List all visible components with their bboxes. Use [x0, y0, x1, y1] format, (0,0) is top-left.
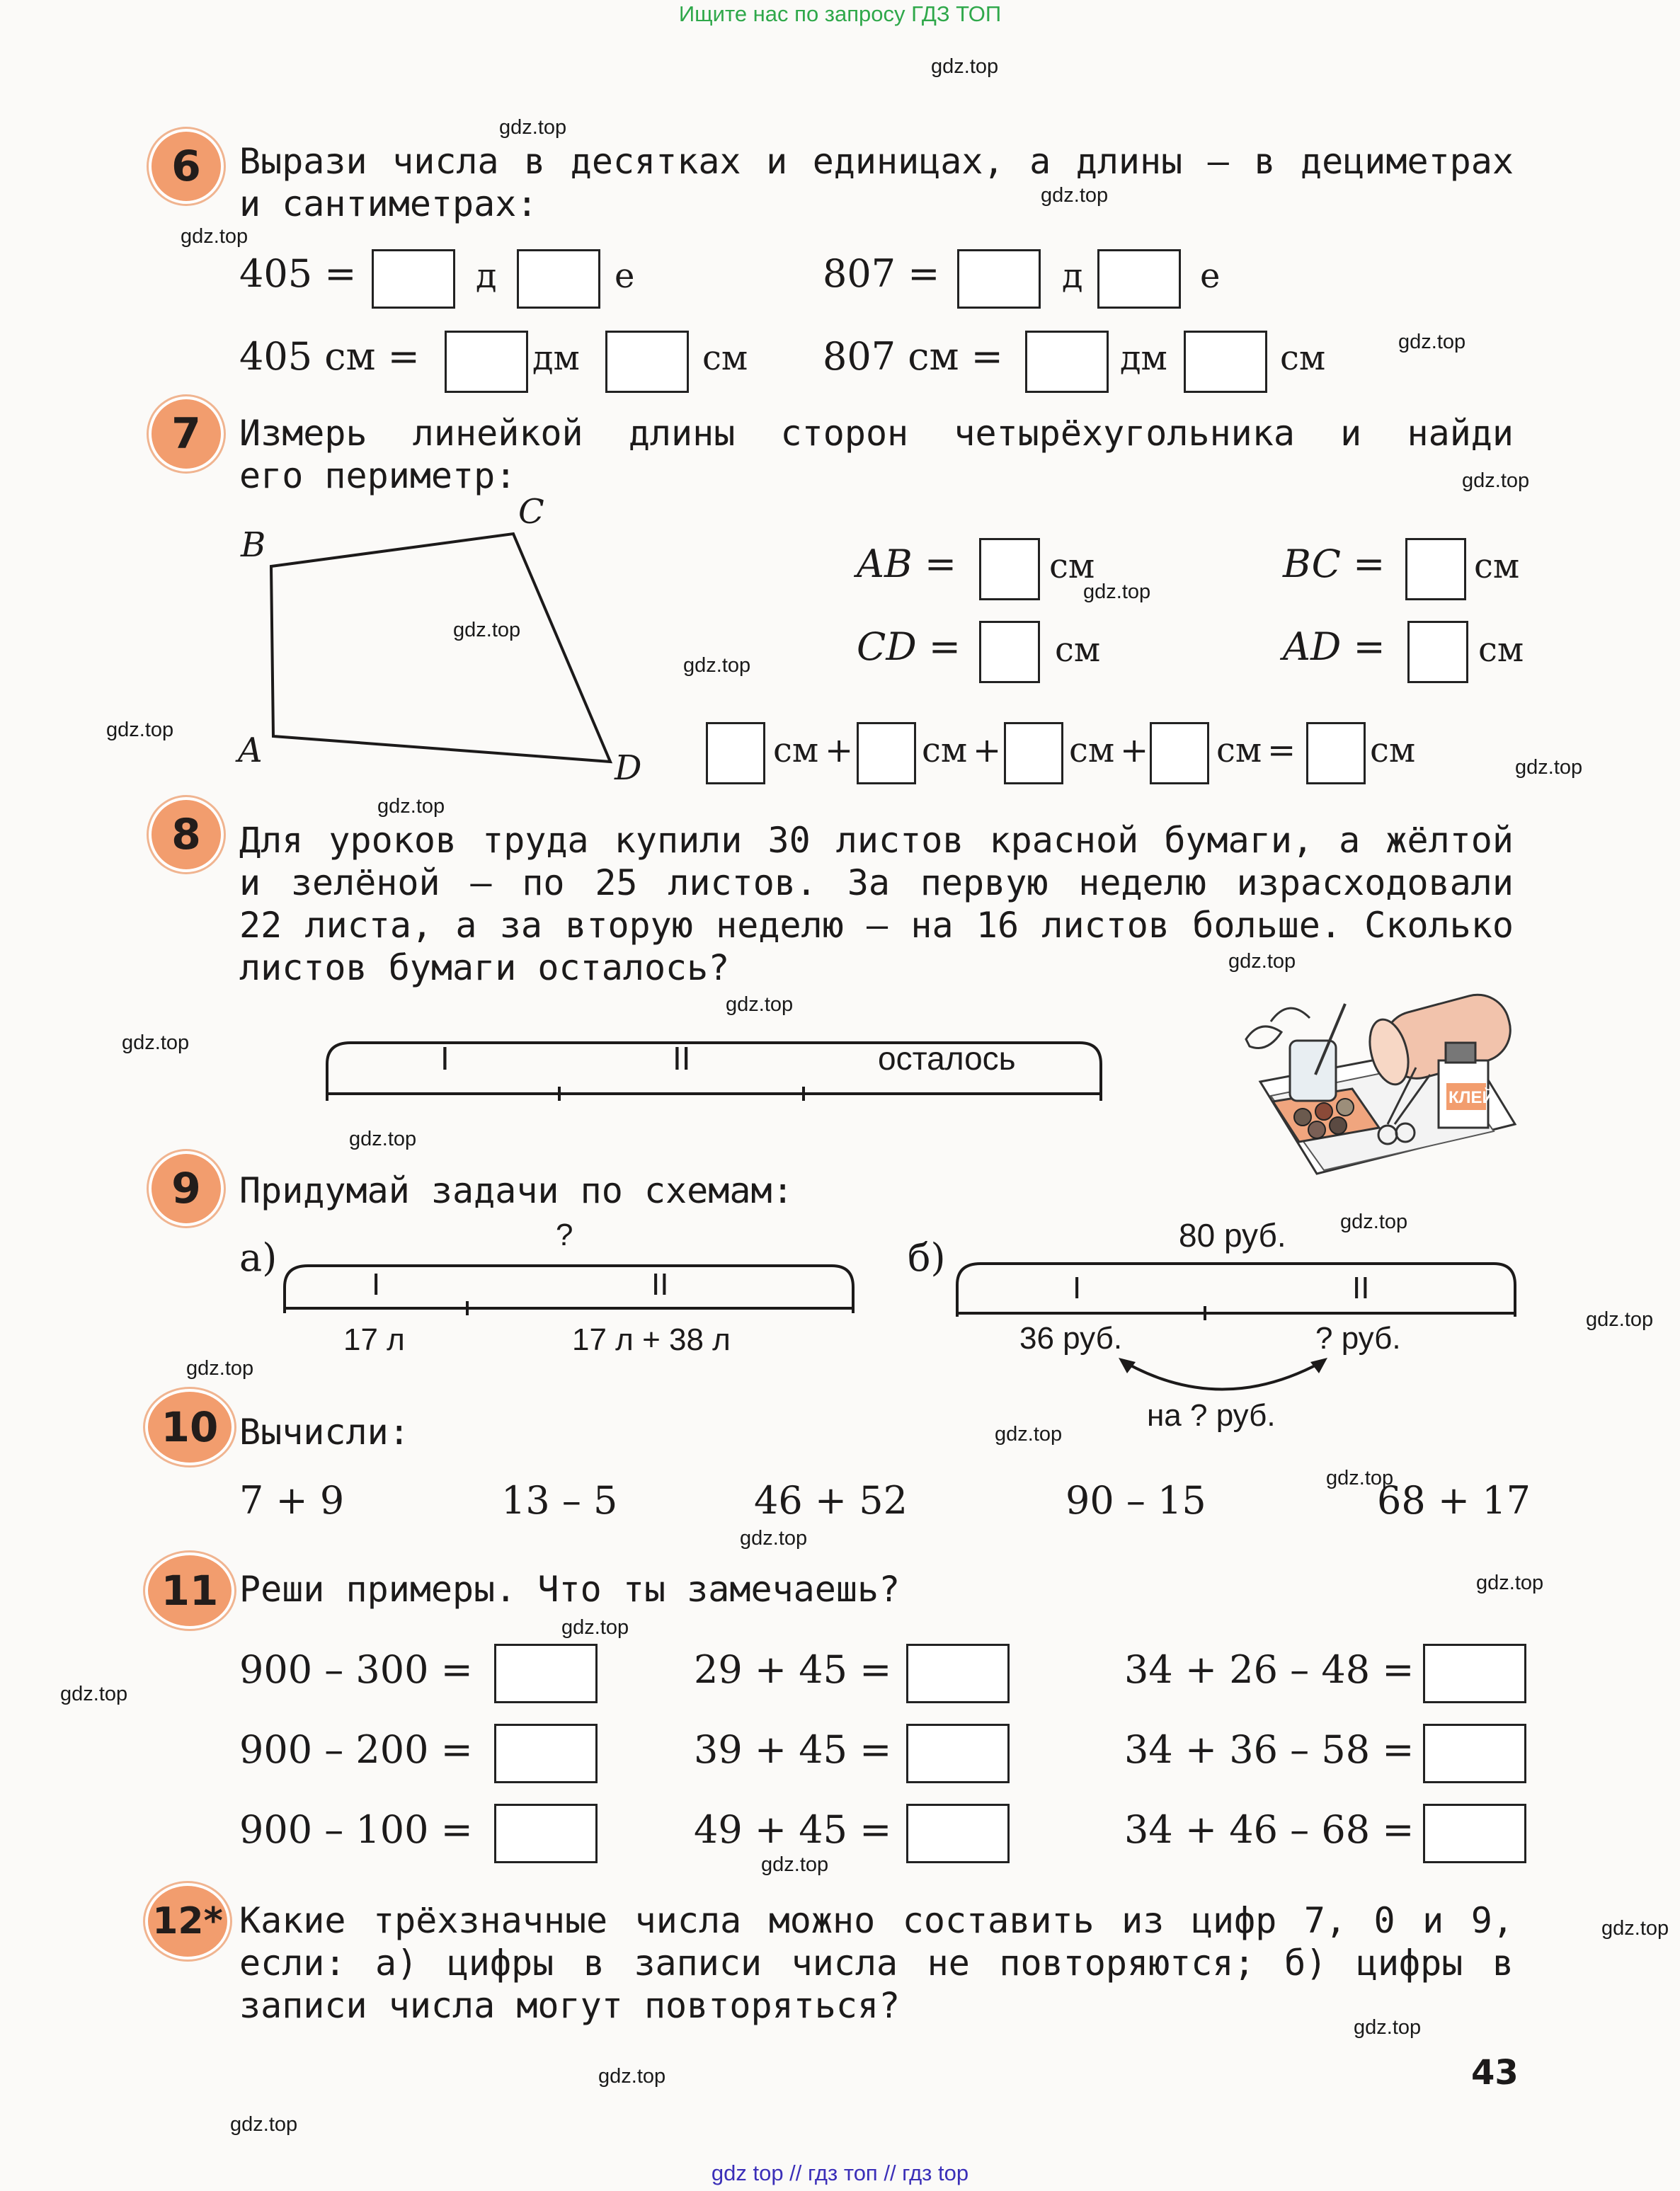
answer-box[interactable]	[494, 1644, 598, 1703]
unit-label: е	[1200, 256, 1221, 296]
expression: 807 =	[823, 251, 940, 296]
expression: 46 + 52	[754, 1478, 908, 1523]
task-number: 7	[171, 409, 201, 459]
answer-box[interactable]	[517, 249, 600, 309]
answer-box[interactable]	[1097, 249, 1181, 309]
vertex-label: C	[518, 492, 544, 532]
task-number: 8	[171, 810, 201, 859]
segment-value: ? руб.	[1315, 1321, 1401, 1356]
task-text: Реши примеры. Что ты замечаешь?	[239, 1569, 901, 1610]
segment-cd: CD =	[857, 624, 961, 669]
expression: 900 – 200 =	[239, 1727, 473, 1772]
unit-label: см	[1370, 731, 1416, 770]
watermark: gdz.top	[995, 1423, 1063, 1446]
unit-label: дм	[532, 338, 580, 378]
watermark: gdz.top	[122, 1031, 190, 1054]
unit-label: см	[1280, 338, 1326, 378]
watermark: gdz.top	[106, 719, 174, 741]
watermark: gdz.top	[561, 1616, 629, 1639]
task-number-badge	[145, 1389, 234, 1465]
vertex-label: B	[241, 525, 266, 565]
answer-box[interactable]	[906, 1724, 1010, 1783]
task-number-badge	[145, 1552, 234, 1629]
scheme-a	[276, 1253, 864, 1331]
vertex-label: A	[238, 731, 263, 770]
task-number: 12*	[152, 1900, 223, 1943]
watermark: gdz.top	[230, 2113, 298, 2136]
answer-box[interactable]	[1025, 331, 1109, 393]
quadrilateral-figure	[255, 524, 651, 779]
unit-label: дм	[1120, 338, 1167, 378]
watermark: gdz.top	[1041, 184, 1109, 207]
answer-box[interactable]	[706, 722, 765, 784]
task-number-badge	[145, 1883, 230, 1960]
answer-box[interactable]	[1423, 1724, 1526, 1783]
expression: 90 – 15	[1065, 1478, 1206, 1523]
task-number-badge	[149, 396, 224, 471]
expression: 34 + 36 – 58 =	[1124, 1727, 1415, 1772]
watermark: gdz.top	[1228, 950, 1296, 973]
page-number: 43	[1471, 2053, 1519, 2093]
vertex-label: D	[615, 748, 642, 788]
watermark: gdz.top	[1515, 756, 1583, 779]
unit-label: см	[1478, 630, 1524, 670]
expression: 807 см =	[823, 334, 1003, 379]
task-text: Измерь линейкой длины сторон четырёхугольника и найди	[239, 413, 1514, 454]
craft-supplies-illustration	[1232, 976, 1529, 1181]
expression: 29 + 45 =	[694, 1647, 892, 1692]
answer-box[interactable]	[1405, 538, 1466, 600]
answer-box[interactable]	[906, 1644, 1010, 1703]
difference-value: на ? руб.	[1147, 1398, 1276, 1433]
task-number-badge	[149, 797, 224, 872]
task-text: Какие трёхзначные числа можно составить из цифр 7, 0 и 9,	[239, 1900, 1514, 1941]
segment-label: осталось	[878, 1040, 1016, 1077]
task-text: если: а) цифры в записи числа не повторяются; б) цифры в	[239, 1943, 1514, 1984]
answer-box[interactable]	[1423, 1644, 1526, 1703]
watermark: gdz.top	[1326, 1467, 1394, 1489]
watermark: gdz.top	[1476, 1572, 1544, 1594]
task-text: и сантиметрах:	[239, 183, 538, 224]
answer-box[interactable]	[979, 538, 1040, 600]
answer-box[interactable]	[857, 722, 916, 784]
task-text: Вырази числа в десятках и единицах, а длины – в дециметрах	[239, 141, 1514, 182]
answer-box[interactable]	[979, 621, 1040, 683]
watermark: gdz.top	[1601, 1917, 1669, 1940]
unit-label: см	[1474, 547, 1520, 586]
segment-label: I	[440, 1040, 450, 1077]
segment-value: 17 л	[343, 1322, 405, 1357]
answer-box[interactable]	[1407, 621, 1468, 683]
watermark: gdz.top	[726, 993, 794, 1016]
task-text: Придумай задачи по схемам:	[239, 1170, 794, 1211]
answer-box[interactable]	[1306, 722, 1366, 784]
segment-label: II	[673, 1040, 691, 1077]
task-text: и зелёной – по 25 листов. За первую неделю израсходовали	[239, 862, 1514, 903]
answer-box[interactable]	[1004, 722, 1063, 784]
quadrilateral-abcd	[271, 534, 610, 762]
task-number: 9	[171, 1164, 201, 1213]
scheme-label: а)	[239, 1235, 278, 1280]
unit-label: д	[1062, 256, 1083, 296]
unit-label: см	[1216, 731, 1262, 770]
task-number-badge	[149, 129, 224, 204]
segment-label: I	[372, 1267, 381, 1302]
watermark: gdz.top	[598, 2065, 666, 2088]
task-text: записи числа могут повторяться?	[239, 1985, 901, 2026]
plus-sign: +	[973, 731, 1002, 770]
watermark: gdz.top	[181, 225, 248, 248]
segment-ab: AB =	[857, 542, 957, 586]
expression: 39 + 45 =	[694, 1727, 892, 1772]
scheme-b	[949, 1249, 1529, 1331]
unit-label: см	[773, 731, 819, 770]
task-text: листов бумаги осталось?	[239, 947, 730, 988]
segment-label: II	[1352, 1271, 1370, 1305]
expression: 900 – 100 =	[239, 1807, 473, 1852]
segment-ad: AD =	[1283, 624, 1385, 669]
task-text: его периметр:	[239, 455, 517, 496]
task-number: 10	[161, 1403, 219, 1451]
segment-label: I	[1073, 1271, 1082, 1305]
answer-box[interactable]	[1150, 722, 1209, 784]
task-number-badge	[149, 1151, 224, 1226]
watermark: gdz.top	[761, 1853, 829, 1876]
answer-box[interactable]	[494, 1804, 598, 1863]
segment-value: 36 руб.	[1019, 1321, 1123, 1356]
watermark: gdz.top	[1083, 580, 1151, 603]
equals-sign: =	[1267, 731, 1296, 770]
watermark: gdz.top	[1462, 469, 1530, 492]
bottom-banner[interactable]: gdz top // гдз топ // гдз top	[711, 2161, 969, 2185]
segment-label: II	[651, 1267, 669, 1302]
watermark: gdz.top	[740, 1527, 808, 1550]
answer-box[interactable]	[906, 1804, 1010, 1863]
scheme-label: б)	[908, 1235, 946, 1280]
expression: 49 + 45 =	[694, 1807, 892, 1852]
unit-label: см	[702, 338, 748, 378]
unit-label: см	[1055, 630, 1101, 670]
watermark: gdz.top	[453, 619, 521, 641]
plus-sign: +	[825, 731, 854, 770]
task-number: 6	[171, 142, 201, 191]
watermark: gdz.top	[349, 1128, 417, 1150]
unit-label: д	[476, 256, 497, 296]
watermark: gdz.top	[931, 55, 999, 78]
task-number: 11	[161, 1567, 219, 1615]
expression: 405 =	[239, 251, 357, 296]
watermark: gdz.top	[60, 1683, 128, 1705]
watermark: gdz.top	[377, 795, 445, 818]
task-text: 22 листа, а за вторую неделю – на 16 листов больше. Сколько	[239, 905, 1514, 946]
expression: 68 + 17	[1377, 1478, 1531, 1523]
question-mark: ?	[556, 1218, 573, 1252]
total-value: 80 руб.	[1179, 1217, 1286, 1254]
expression: 34 + 46 – 68 =	[1124, 1807, 1415, 1852]
segment-value: 17 л + 38 л	[572, 1322, 731, 1357]
watermark: gdz.top	[1398, 331, 1466, 353]
watermark: gdz.top	[1340, 1211, 1408, 1233]
answer-box[interactable]	[494, 1724, 598, 1783]
expression: 900 – 300 =	[239, 1647, 473, 1692]
answer-box[interactable]	[1184, 331, 1267, 393]
watermark: gdz.top	[1586, 1308, 1654, 1331]
answer-box[interactable]	[445, 331, 528, 393]
answer-box[interactable]	[372, 249, 455, 309]
task-text: Для уроков труда купили 30 листов красной бумаги, а жёлтой	[239, 820, 1514, 861]
unit-label: е	[615, 256, 635, 296]
unit-label: см	[1049, 547, 1095, 586]
glue-label: КЛЕЙ	[1448, 1088, 1495, 1107]
task-text: Вычисли:	[239, 1412, 410, 1453]
answer-box[interactable]	[1423, 1804, 1526, 1863]
watermark: gdz.top	[499, 116, 567, 139]
expression: 7 + 9	[239, 1478, 345, 1523]
watermark: gdz.top	[683, 654, 751, 677]
plus-sign: +	[1120, 731, 1149, 770]
answer-box[interactable]	[957, 249, 1041, 309]
segment-bc: BC =	[1283, 542, 1385, 586]
watermark: gdz.top	[186, 1357, 254, 1380]
expression: 405 см =	[239, 334, 420, 379]
expression: 34 + 26 – 48 =	[1124, 1647, 1415, 1692]
answer-box[interactable]	[605, 331, 689, 393]
watermark: gdz.top	[1354, 2016, 1422, 2039]
top-banner: Ищите нас по запросу ГДЗ ТОП	[678, 1, 1002, 26]
unit-label: см	[1069, 731, 1115, 770]
expression: 13 – 5	[501, 1478, 618, 1523]
unit-label: см	[922, 731, 968, 770]
